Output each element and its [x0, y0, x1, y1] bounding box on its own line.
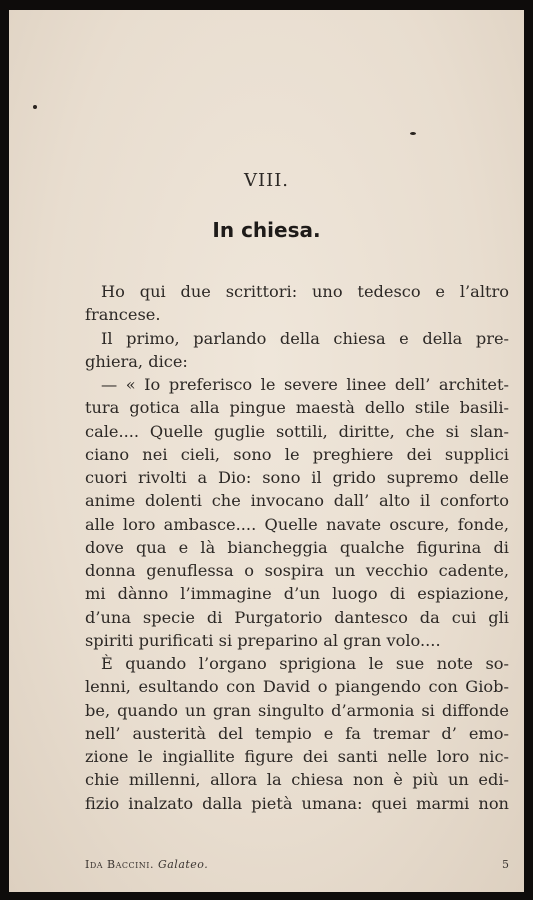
text-line: nell’ austerità del tempio e fa tremar d’ emo- [85, 723, 509, 743]
page-number: 5 [502, 858, 509, 871]
text-line: spiriti purificati si preparino al gran volo.... [85, 630, 441, 650]
text-line: alle loro ambasce.... Quelle navate oscure, fonde, [85, 514, 509, 534]
text-line: È quando l’organo sprigiona le sue note so- [101, 654, 509, 673]
text-line: ciano nei cieli, sono le preghiere dei supplici [85, 444, 509, 464]
text-line: d’una specie di Purgatorio dantesco da cui gli [85, 607, 509, 627]
ink-speck [33, 105, 37, 109]
book-page [9, 10, 524, 892]
text-line: anime dolenti che invocano dall’ alto il conforto [85, 491, 509, 511]
ink-speck [410, 132, 416, 135]
chapter-number: VIII. [243, 170, 290, 191]
text-line: lenni, esultando con David o piangendo con Giob- [85, 677, 509, 697]
text-line: Il primo, parlando della chiesa e della pre- [101, 328, 509, 348]
text-line: cale.... Quelle guglie sottili, diritte, che si slan- [85, 421, 509, 441]
text-line: tura gotica alla pingue maestà dello stile basili- [85, 398, 509, 418]
footer-work: Galateo. [157, 858, 209, 871]
text-line: mi dànno l’immagine d’un luogo di espiazione, [85, 584, 509, 604]
body-text [85, 280, 509, 815]
text-line: ghiera, dice: [85, 351, 188, 371]
text-line: chie millenni, allora la chiesa non è più un edi- [85, 770, 509, 790]
footer-author: Ida Baccini. [85, 858, 154, 871]
text-line: cuori rivolti a Dio: sono il grido supremo delle [85, 468, 509, 487]
text-line: Ho qui due scrittori: uno tedesco e l’altro [101, 282, 509, 301]
text-line: francese. [85, 305, 161, 325]
text-line: zione le ingiallite figure dei santi nelle loro nic- [85, 747, 509, 766]
text-line: donna genuflessa o sospira un vecchio cadente, [85, 561, 509, 580]
text-line: — « Io preferisco le severe linee dell’ architet- [101, 375, 509, 394]
text-line: be, quando un gran singulto d’armonia si diffonde [85, 700, 509, 720]
page-footer [85, 858, 509, 876]
text-line: dove qua e là biancheggia qualche figurina di [85, 537, 509, 557]
chapter-title: In chiesa. [212, 218, 321, 242]
text-line: fizio inalzato dalla pietà umana: quei marmi non [85, 793, 509, 813]
footer-author-work [85, 858, 208, 871]
